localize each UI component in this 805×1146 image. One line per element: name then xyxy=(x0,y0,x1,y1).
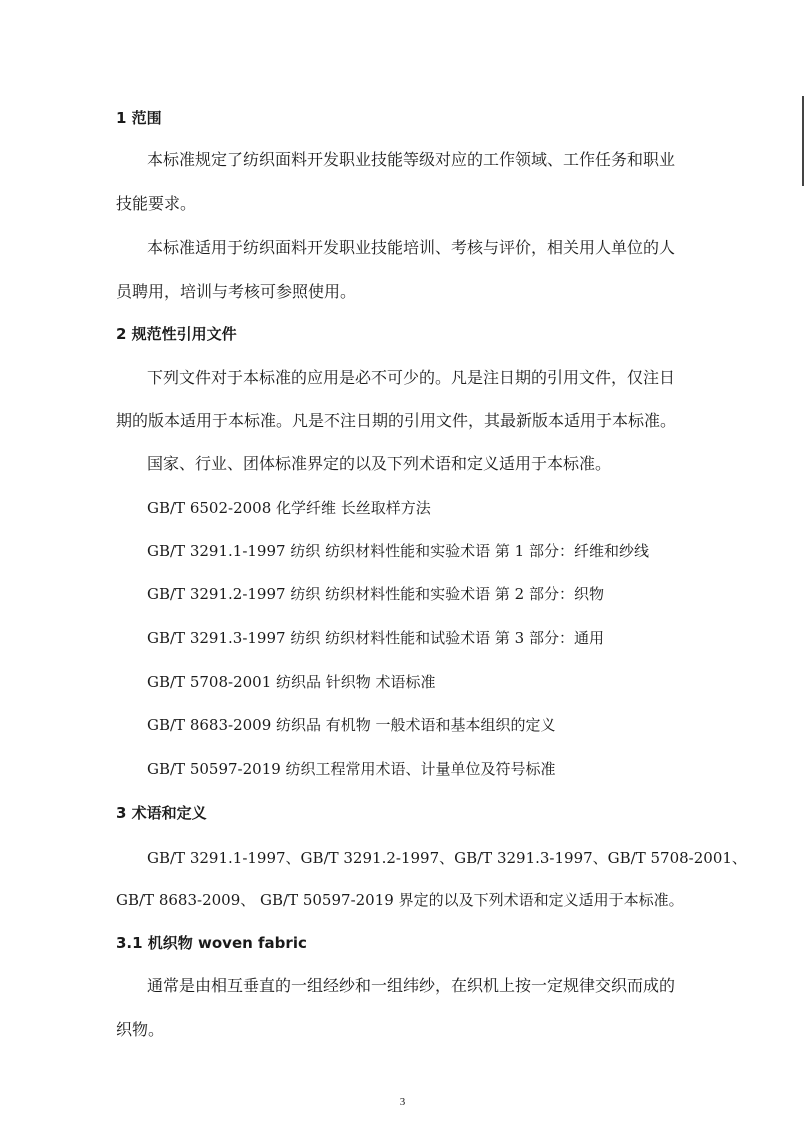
paragraph-line: 织物。 xyxy=(116,1020,165,1039)
section-heading-terms-and-definitions: 3 术语和定义 xyxy=(116,804,207,822)
paragraph-line: 技能要求。 xyxy=(116,194,197,213)
page-number: 3 xyxy=(399,1096,406,1108)
reference-item: GB/T 3291.3-1997 纺织 纺织材料性能和试验术语 第 3 部分：通用 xyxy=(147,629,604,647)
paragraph-line: GB/T 3291.1-1997、GB/T 3291.2-1997、GB/T 3291.3-1997、GB/T 5708-2001、 xyxy=(147,849,747,867)
paragraph-line: GB/T 8683-2009、 GB/T 50597-2019 界定的以及下列术语和定义适用于本标准。 xyxy=(116,891,684,909)
reference-item: GB/T 50597-2019 纺织工程常用术语、计量单位及符号标准 xyxy=(147,760,556,778)
paragraph-line: 国家、行业、团体标准界定的以及下列术语和定义适用于本标准。 xyxy=(147,454,612,473)
reference-item: GB/T 3291.1-1997 纺织 纺织材料性能和实验术语 第 1 部分：纤维和纱线 xyxy=(147,542,649,560)
section-heading-woven-fabric: 3.1 机织物 woven fabric xyxy=(116,934,307,952)
reference-item: GB/T 8683-2009 纺织品 有机物 一般术语和基本组织的定义 xyxy=(147,716,556,734)
page-edge-line xyxy=(802,96,804,186)
paragraph-line: 本标准规定了纺织面料开发职业技能等级对应的工作领域、工作任务和职业 xyxy=(147,150,676,169)
paragraph-line: 期的版本适用于本标准。凡是不注日期的引用文件，其最新版本适用于本标准。 xyxy=(116,411,677,430)
paragraph-line: 本标准适用于纺织面料开发职业技能培训、考核与评价，相关用人单位的人 xyxy=(147,238,676,257)
reference-item: GB/T 6502-2008 化学纤维 长丝取样方法 xyxy=(147,499,431,517)
section-heading-normative-references: 2 规范性引用文件 xyxy=(116,325,237,343)
reference-item: GB/T 3291.2-1997 纺织 纺织材料性能和实验术语 第 2 部分：织物 xyxy=(147,585,604,603)
paragraph-line: 通常是由相互垂直的一组经纱和一组纬纱，在织机上按一定规律交织而成的 xyxy=(147,976,676,995)
paragraph-line: 员聘用，培训与考核可参照使用。 xyxy=(116,282,357,301)
reference-item: GB/T 5708-2001 纺织品 针织物 术语标准 xyxy=(147,673,436,691)
section-heading-scope: 1 范围 xyxy=(116,109,162,127)
paragraph-line: 下列文件对于本标准的应用是必不可少的。凡是注日期的引用文件，仅注日 xyxy=(147,368,676,387)
